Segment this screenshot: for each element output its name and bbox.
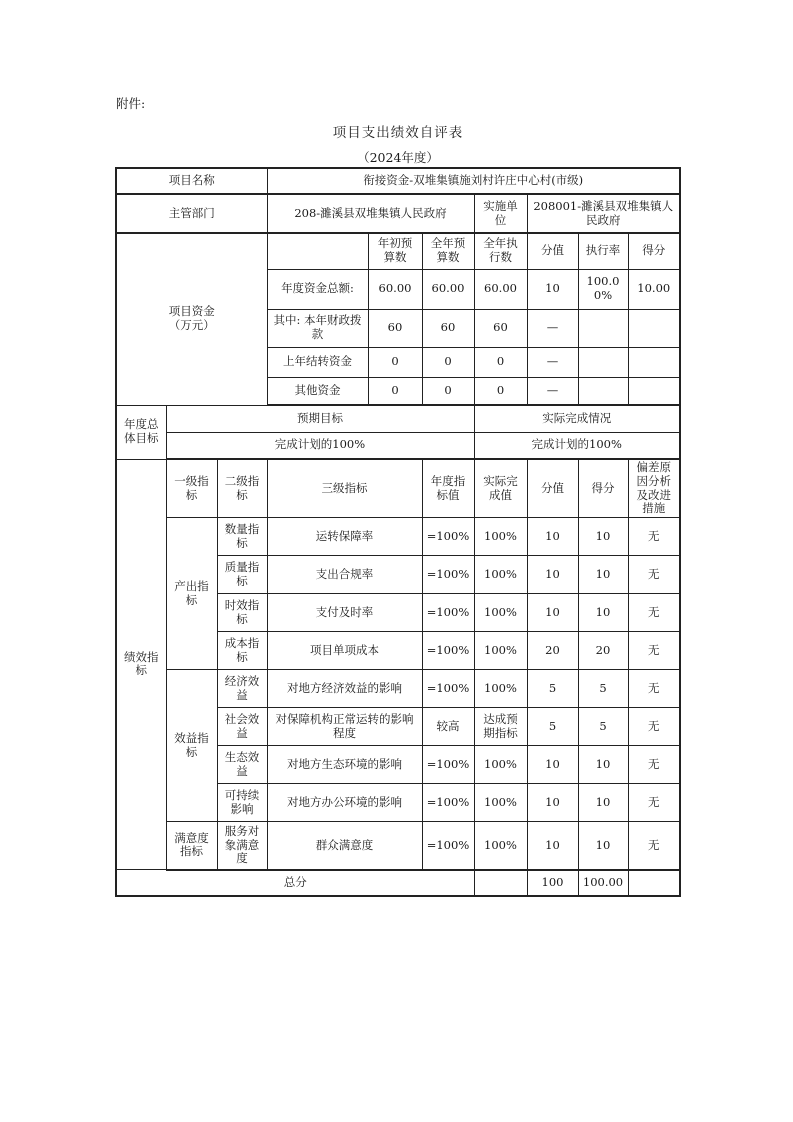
fund-weight-cell: — [527, 377, 578, 405]
total-score-cell: 100.00 [578, 870, 628, 896]
deviation-cell: 无 [628, 556, 680, 594]
funds-header-row [116, 233, 680, 269]
header-weight: 分值 [527, 459, 578, 518]
funds-section-label [116, 233, 267, 405]
indicator-row [116, 822, 680, 870]
annual-goal-header-row [116, 405, 680, 432]
funds-section-label-text: 项目资金（万元） [168, 304, 215, 333]
fund-execution-rate-cell [578, 309, 628, 347]
fund-annual-executed-cell: 60.00 [474, 269, 527, 309]
score-cell: 10 [578, 594, 628, 632]
level3-cell: 支出合规率 [267, 556, 422, 594]
header-annual-target: 年度指标值 [422, 459, 474, 518]
funds-header-annual-executed: 全年执行数 [474, 233, 527, 269]
score-cell: 10 [578, 784, 628, 822]
self-eval-table [115, 167, 681, 897]
score-cell: 10 [578, 518, 628, 556]
actual-cell: 达成预期指标 [474, 708, 527, 746]
total-weight-cell: 100 [527, 870, 578, 896]
level2-cell: 时效指标 [217, 594, 267, 632]
target-cell: =100% [422, 632, 474, 670]
funds-header-score: 得分 [628, 233, 680, 269]
fund-row-label: 其他资金 [267, 377, 368, 405]
fund-initial-budget-cell: 60 [368, 309, 422, 347]
funds-header-weight: 分值 [527, 233, 578, 269]
score-cell: 5 [578, 708, 628, 746]
project-name-row [116, 168, 680, 194]
performance-section-label: 绩效指标 [116, 459, 166, 870]
project-name-value: 衔接资金-双堆集镇施刘村许庄中心村(市级) [267, 168, 680, 194]
header-level2: 二级指标 [217, 459, 267, 518]
annual-goal-section-label: 年度总体目标 [116, 405, 166, 459]
doc-title: 项目支出绩效自评表 [332, 125, 464, 141]
level3-cell: 支付及时率 [267, 594, 422, 632]
level3-cell: 对地方经济效益的影响 [267, 670, 422, 708]
header-level3: 三级指标 [267, 459, 422, 518]
level3-cell: 对地方生态环境的影响 [267, 746, 422, 784]
fund-weight-cell: — [527, 309, 578, 347]
project-name-label: 项目名称 [116, 168, 267, 194]
total-label: 总分 [116, 870, 474, 896]
fund-annual-budget-cell: 60 [422, 309, 474, 347]
fund-row-label: 其中: 本年财政拨款 [267, 309, 368, 347]
header-actual-value: 实际完成值 [474, 459, 527, 518]
department-label: 主管部门 [116, 194, 267, 233]
level2-cell: 可持续影响 [217, 784, 267, 822]
fund-execution-rate-cell [578, 377, 628, 405]
actual-cell: 100% [474, 822, 527, 870]
weight-cell: 5 [527, 670, 578, 708]
level2-cell: 服务对象满意度 [217, 822, 267, 870]
fund-score-cell: 10.00 [628, 269, 680, 309]
weight-cell: 10 [527, 594, 578, 632]
weight-cell: 5 [527, 708, 578, 746]
deviation-cell: 无 [628, 746, 680, 784]
fund-execution-rate-cell: 100.00% [578, 269, 628, 309]
indicator-header-row [116, 459, 680, 518]
fund-weight-cell: — [527, 347, 578, 377]
indicator-row [116, 670, 680, 708]
actual-completion-header: 实际完成情况 [474, 405, 680, 432]
deviation-cell: 无 [628, 822, 680, 870]
total-deviation-cell [628, 870, 680, 896]
weight-cell: 20 [527, 632, 578, 670]
level1-benefit-cell: 效益指标 [166, 670, 217, 822]
target-cell: =100% [422, 594, 474, 632]
deviation-cell: 无 [628, 670, 680, 708]
score-cell: 10 [578, 556, 628, 594]
fund-execution-rate-cell [578, 347, 628, 377]
score-cell: 20 [578, 632, 628, 670]
fund-annual-executed-cell: 60 [474, 309, 527, 347]
score-cell: 10 [578, 746, 628, 784]
fund-annual-budget-cell: 0 [422, 347, 474, 377]
fund-initial-budget-cell: 60.00 [368, 269, 422, 309]
fund-weight-cell: 10 [527, 269, 578, 309]
level3-cell: 对地方办公环境的影响 [267, 784, 422, 822]
deviation-cell: 无 [628, 632, 680, 670]
indicator-row [116, 518, 680, 556]
target-cell: =100% [422, 822, 474, 870]
total-actual-cell [474, 870, 527, 896]
level2-cell: 成本指标 [217, 632, 267, 670]
level2-cell: 质量指标 [217, 556, 267, 594]
fund-row-label: 年度资金总额: [267, 269, 368, 309]
actual-cell: 100% [474, 518, 527, 556]
fund-initial-budget-cell: 0 [368, 377, 422, 405]
target-cell: =100% [422, 556, 474, 594]
annual-goal-value-row [116, 432, 680, 459]
weight-cell: 10 [527, 518, 578, 556]
deviation-cell: 无 [628, 784, 680, 822]
actual-cell: 100% [474, 784, 527, 822]
fund-annual-budget-cell: 60.00 [422, 269, 474, 309]
attachment-label: 附件: [116, 96, 146, 111]
fund-annual-executed-cell: 0 [474, 347, 527, 377]
department-row [116, 194, 680, 233]
level3-cell: 项目单项成本 [267, 632, 422, 670]
fund-annual-budget-cell: 0 [422, 377, 474, 405]
funds-header-annual-budget: 全年预算数 [422, 233, 474, 269]
deviation-cell: 无 [628, 594, 680, 632]
weight-cell: 10 [527, 822, 578, 870]
target-cell: 较高 [422, 708, 474, 746]
target-cell: =100% [422, 518, 474, 556]
deviation-cell: 无 [628, 518, 680, 556]
actual-cell: 100% [474, 632, 527, 670]
fund-annual-executed-cell: 0 [474, 377, 527, 405]
actual-cell: 100% [474, 746, 527, 784]
score-cell: 10 [578, 822, 628, 870]
implement-unit-value: 208001-濉溪县双堆集镇人民政府 [527, 194, 680, 233]
fund-score-cell [628, 377, 680, 405]
level1-satisfaction-cell: 满意度指标 [166, 822, 217, 870]
level2-cell: 数量指标 [217, 518, 267, 556]
actual-cell: 100% [474, 670, 527, 708]
expected-goal-header: 预期目标 [166, 405, 474, 432]
department-value: 208-濉溪县双堆集镇人民政府 [267, 194, 474, 233]
fund-score-cell [628, 309, 680, 347]
doc-subtitle: （2024年度） [357, 150, 439, 165]
fund-score-cell [628, 347, 680, 377]
target-cell: =100% [422, 746, 474, 784]
actual-cell: 100% [474, 556, 527, 594]
level2-cell: 生态效益 [217, 746, 267, 784]
fund-initial-budget-cell: 0 [368, 347, 422, 377]
weight-cell: 10 [527, 784, 578, 822]
level3-cell: 群众满意度 [267, 822, 422, 870]
actual-cell: 100% [474, 594, 527, 632]
level3-cell: 运转保障率 [267, 518, 422, 556]
target-cell: =100% [422, 670, 474, 708]
funds-header-execution-rate: 执行率 [578, 233, 628, 269]
weight-cell: 10 [527, 556, 578, 594]
expected-goal-value: 完成计划的100% [166, 432, 474, 459]
weight-cell: 10 [527, 746, 578, 784]
actual-completion-value: 完成计划的100% [474, 432, 680, 459]
deviation-cell: 无 [628, 708, 680, 746]
funds-blank-header-cell [267, 233, 368, 269]
target-cell: =100% [422, 784, 474, 822]
total-row [116, 870, 680, 896]
level3-cell: 对保障机构正常运转的影响程度 [267, 708, 422, 746]
header-score: 得分 [578, 459, 628, 518]
funds-header-initial-budget: 年初预算数 [368, 233, 422, 269]
level2-cell: 社会效益 [217, 708, 267, 746]
fund-row-label: 上年结转资金 [267, 347, 368, 377]
score-cell: 5 [578, 670, 628, 708]
header-level1: 一级指标 [166, 459, 217, 518]
level1-output-cell: 产出指标 [166, 518, 217, 670]
header-deviation: 偏差原因分析及改进措施 [628, 459, 680, 518]
level2-cell: 经济效益 [217, 670, 267, 708]
implement-unit-label: 实施单位 [474, 194, 527, 233]
